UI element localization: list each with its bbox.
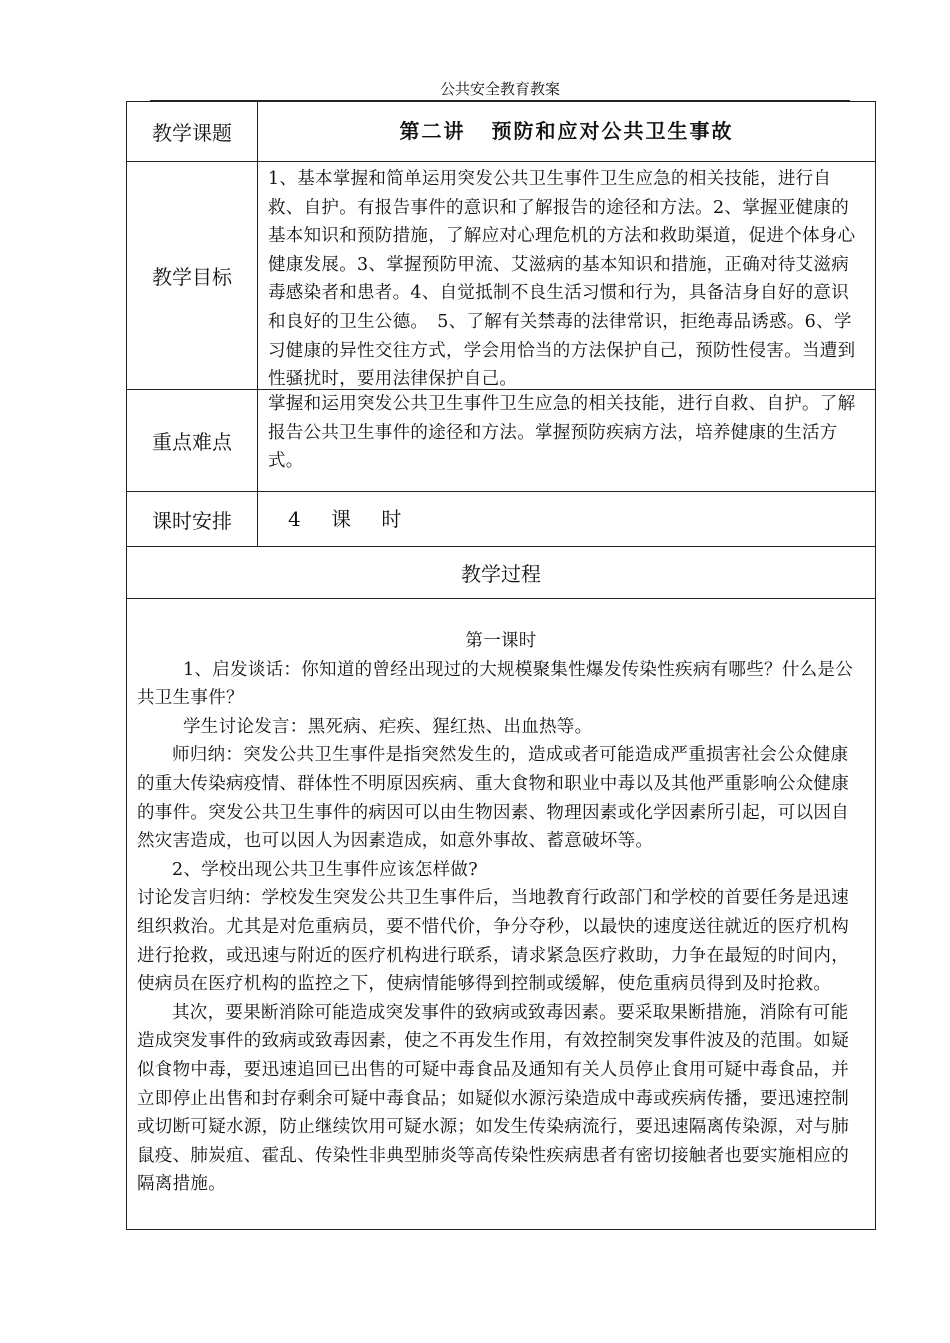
hours-number: 4	[288, 506, 302, 531]
paragraph: 师归纳：突发公共卫生事件是指突然发生的，造成或者可能造成严重损害社会公众健康的重大传染病疫情、群体性不明原因疾病、重大食物和职业中毒以及其他严重影响公众健康的事件。突发公共卫生事件的病因可以由生物因素、物理因素或化学因素所引起，可以因自然灾害造成，也可以因人为因素造成，如意外事故、蓄意破坏等。	[137, 745, 849, 852]
key-points-text: 掌握和运用突发公共卫生事件卫生应急的相关技能，进行自救、自护。了解报告公共卫生事件的途径和方法。掌握预防疾病方法，培养健康的生活方式。	[268, 394, 856, 472]
key-points-label: 重点难点	[127, 390, 258, 491]
topic-title: 预防和应对公共卫生事故	[491, 119, 734, 144]
hours-row	[127, 492, 875, 547]
page-header: 公共安全教育教案	[150, 80, 850, 101]
goals-label: 教学目标	[127, 162, 258, 389]
hours-unit-b: 时	[381, 506, 402, 531]
hours-value	[258, 492, 875, 546]
lesson-plan-table	[126, 101, 876, 1230]
goals-row	[127, 162, 875, 390]
lesson-title: 第一课时	[465, 631, 537, 651]
topic-label: 教学课题	[127, 102, 258, 161]
process-body-row	[127, 599, 875, 1229]
topic-value	[258, 102, 875, 161]
goals-text: 1、基本掌握和简单运用突发公共卫生事件卫生应急的相关技能，进行自救、自护。有报告事件的意识和了解报告的途径和方法。2、掌握亚健康的基本知识和预防措施，了解应对心理危机的方法和救助渠道，促进个体身心健康发展。3、掌握预防甲流、艾滋病的基本知识和措施，正确对待艾滋病毒感染者和患者。4、自觉抵制不良生活习惯和行为，具备洁身自好的意识和良好的卫生公德。 5、了解有关禁毒的法律常识，拒绝毒品诱惑。6、学习健康的异性交往方式，学会用恰当的方法保护自己，预防性侵害。当遭到性骚扰时，要用法律保护自己。	[268, 169, 856, 390]
process-heading: 教学过程	[461, 562, 541, 586]
paragraph: 1、启发谈话：你知道的曾经出现过的大规模聚集性爆发传染性疾病有哪些？什么是公共卫生事件？	[137, 659, 854, 709]
topic-row	[127, 102, 875, 162]
paragraph: 其次，要果断消除可能造成突发事件的致病或致毒因素。要采取果断措施，消除有可能造成突发事件的致病或致毒因素，使之不再发生作用，有效控制突发事件波及的范围。如疑似食物中毒，要迅速追回已出售的可疑中毒食品及通知有关人员停止食用可疑中毒食品，并立即停止出售和封存剩余可疑中毒食品；如疑似水源污染造成中毒或疾病传播，要迅速控制或切断可疑水源，防止继续饮用可疑水源；如发生传染病流行，要迅速隔离传染源，对与肺鼠疫、肺炭疽、霍乱、传染性非典型肺炎等高传染性疾病患者有密切接触者也要实施相应的隔离措施。	[137, 1002, 849, 1195]
topic-lecture-number: 第二讲	[399, 119, 466, 144]
hours-label: 课时安排	[127, 492, 258, 546]
process-body	[127, 599, 875, 1229]
paragraph: 讨论发言归纳：学校发生突发公共卫生事件后，当地教育行政部门和学校的首要任务是迅速组织救治。尤其是对危重病员，要不惜代价，争分夺秒，以最快的速度送往就近的医疗机构进行抢救，或迅速与附近的医疗机构进行联系，请求紧急医疗救助，力争在最短的时间内，使病员在医疗机构的监控之下，使病情能够得到控制或缓解，使危重病员得到及时抢救。	[137, 888, 849, 995]
paragraph: 2、学校出现公共卫生事件应该怎样做?	[172, 859, 478, 880]
process-row	[127, 547, 875, 599]
hours-unit-a: 课	[331, 506, 352, 531]
key-points-row	[127, 390, 875, 492]
paragraph: 学生讨论发言：黑死病、疟疾、猩红热、出血热等。	[183, 716, 593, 737]
